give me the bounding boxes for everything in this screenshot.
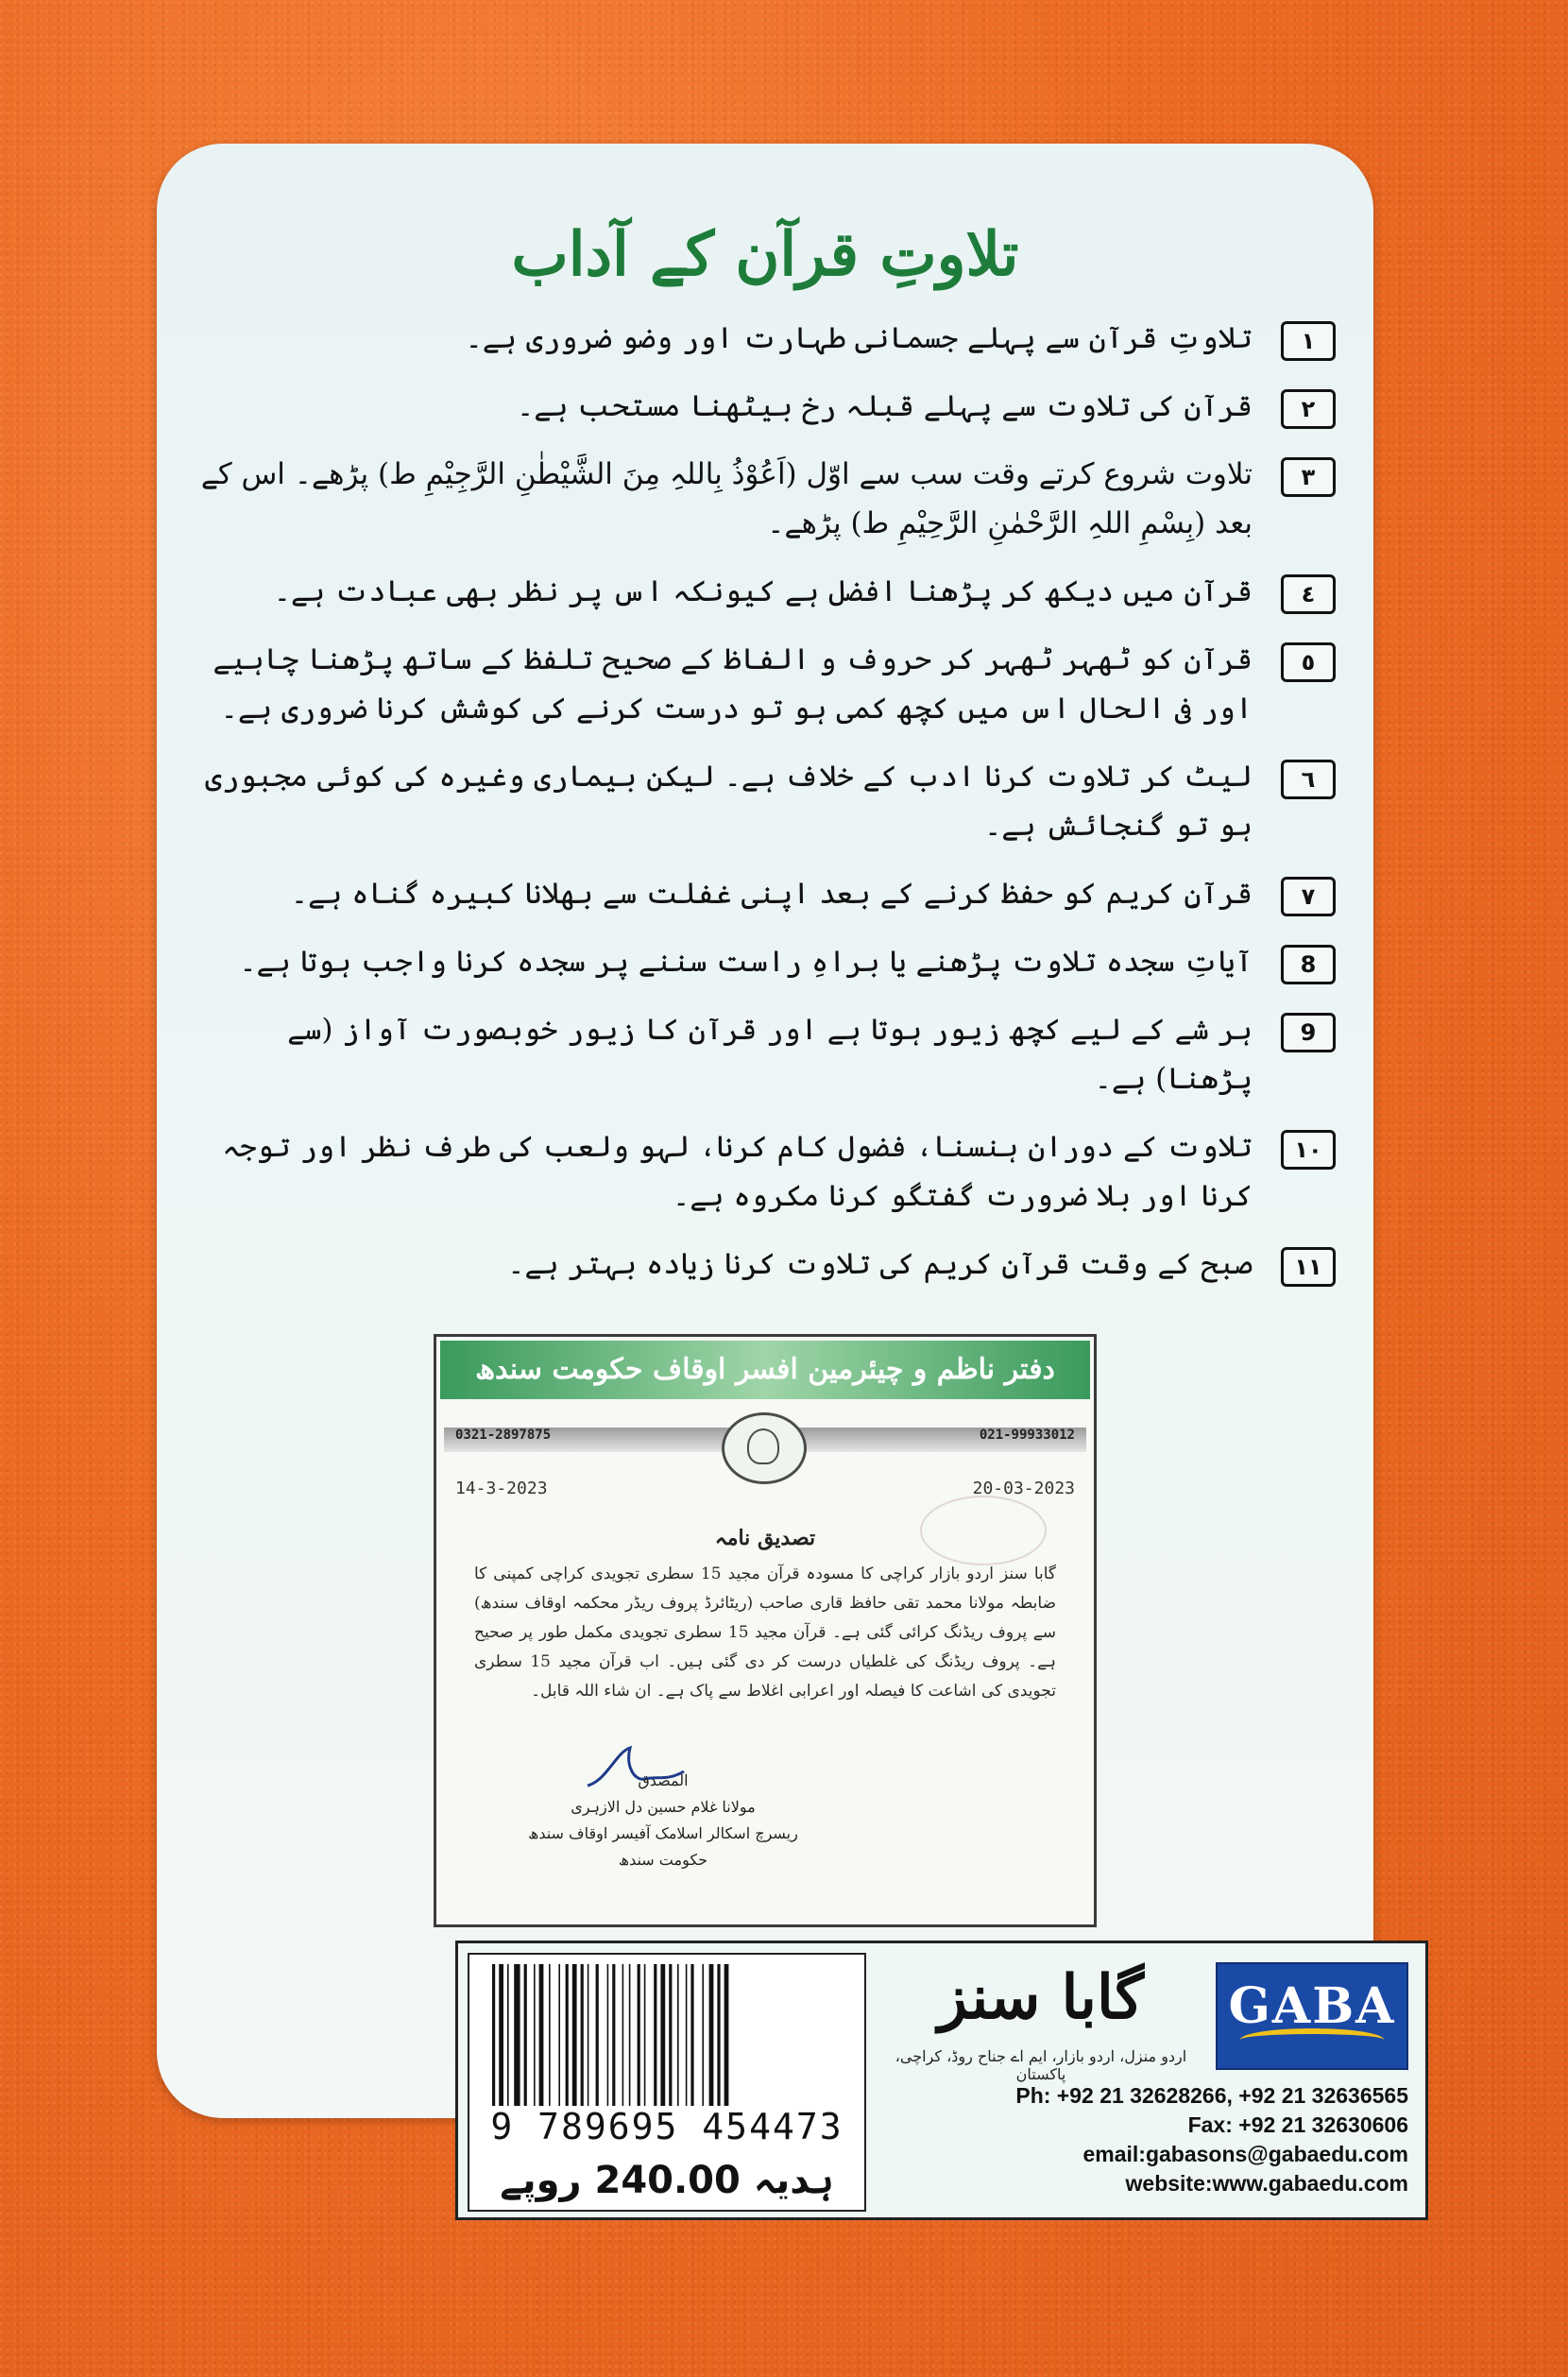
signer-dept: حکومت سندھ (618, 1851, 708, 1869)
barcode-bar (629, 1964, 631, 2106)
rule-number: ٤ (1281, 574, 1336, 614)
rule-number: ١١ (1281, 1247, 1336, 1287)
publisher-address: اردو منزل، اردو بازار، ایم اے جناح روڈ، کراچی، پاکستان (895, 2047, 1187, 2083)
rule-text: قرآن کو ٹھہر ٹھہر کر حروف و الفاظ کے صحیح تلفظ کے ساتھ پڑھنا چاہیے اور فی الحال اس میں کچھ کمی ہو تو درست کرنے کی کوشش کرنا ضروری ہے۔ (213, 642, 1253, 726)
certificate-signature-block (521, 1768, 805, 1873)
barcode-icon (486, 1964, 845, 2106)
rule-number: 9 (1281, 1013, 1336, 1052)
fax-line: Fax: +92 21 32630606 (1187, 2112, 1408, 2137)
barcode-bar (524, 1964, 527, 2106)
barcode-bar (686, 1964, 688, 2106)
barcode-bar (677, 1964, 679, 2106)
rule-item (195, 752, 1336, 850)
certificate-date-right: 20-03-2023 (972, 1479, 1075, 1498)
rule-text: تلاوت کے دوران ہنسنا، فضول کام کرنا، لہو ولعب کی طرف نظر اور توجہ کرنا اور بلا ضرورت گفتگو کرنا مکروہ ہے۔ (222, 1130, 1253, 1213)
rule-text: صبح کے وقت قرآنِ کریم کی تلاوت کرنا زیادہ بہتر ہے۔ (507, 1247, 1253, 1281)
rule-text: قرآنِ کریم کو حفظ کرنے کے بعد اپنی غفلت سے بھلانا کبیرہ گناہ ہے۔ (290, 877, 1253, 911)
barcode-bar (558, 1964, 560, 2106)
page-title: تلاوتِ قرآن کے آداب (511, 219, 1019, 290)
rule-text: تلاوتِ قرآن سے پہلے جسمانی طہارت اور وضو ضروری ہے۔ (465, 321, 1253, 355)
barcode-bar (549, 1964, 551, 2106)
barcode-bar (717, 1964, 720, 2106)
publisher-footer (455, 1941, 1428, 2220)
website-line[interactable]: website:www.gabaedu.com (1125, 2171, 1408, 2196)
certificate-phone-right: 021-99933012 (979, 1428, 1075, 1443)
rule-text: ہر شے کے لیے کچھ زیور ہوتا ہے اور قرآن کا زیور خوبصورت آواز (سے پڑھنا) ہے۔ (287, 1013, 1253, 1096)
rule-number: ٦ (1281, 760, 1336, 799)
barcode-bar (572, 1964, 577, 2106)
rule-text: آیاتِ سجدہ تلاوت پڑھنے یا براہِ راست سننے پر سجدہ کرنا واجب ہوتا ہے۔ (239, 945, 1253, 979)
rule-item (195, 567, 1336, 616)
barcode-bar (514, 1964, 520, 2106)
barcode-bar (638, 1964, 640, 2106)
barcode-bar (539, 1964, 544, 2106)
barcode-bar (607, 1964, 609, 2106)
rule-text: قرآن میں دیکھ کر پڑھنا افضل ہے کیونکہ اس پر نظر بھی عبادت ہے۔ (273, 574, 1253, 608)
publisher-name: گابا سنز (938, 1962, 1144, 2033)
rule-item (195, 382, 1336, 431)
rule-text: لیٹ کر تلاوت کرنا ادب کے خلاف ہے۔ لیکن بیماری وغیرہ کی کوئی مجبوری ہو تو گنجائش ہے۔ (205, 760, 1253, 843)
barcode-bar (507, 1964, 509, 2106)
rule-number: ٣ (1281, 457, 1336, 497)
barcode-bar (622, 1964, 624, 2106)
price-label: ہدیہ 240.00 روپے (500, 2159, 834, 2202)
barcode-bar (660, 1964, 665, 2106)
logo-swoosh-icon (1240, 2028, 1384, 2051)
rule-item (195, 314, 1336, 363)
certificate-heading: تصدیق نامہ (714, 1526, 816, 1550)
rule-number: ١ (1281, 321, 1336, 361)
rule-number: ٢ (1281, 389, 1336, 429)
barcode-bar (690, 1964, 693, 2106)
rule-number: 8 (1281, 945, 1336, 984)
email-line[interactable]: email:gabasons@gabaedu.com (1082, 2142, 1408, 2166)
signer-title: ریسرچ اسکالر اسلامک آفیسر اوقاف سندھ (528, 1824, 798, 1842)
certificate-header: دفتر ناظم و چیئرمین افسر اوقاف حکومت سندھ (440, 1341, 1090, 1399)
certificate-image (434, 1334, 1097, 1927)
certificate-date-left: 14-3-2023 (455, 1479, 548, 1498)
isbn-number: 9 789695 454473 (490, 2106, 844, 2147)
rule-item (195, 450, 1336, 548)
barcode-bar (566, 1964, 569, 2106)
barcode-bar (499, 1964, 503, 2106)
barcode-bar (709, 1964, 714, 2106)
barcode-bar (702, 1964, 704, 2106)
rule-item (195, 1005, 1336, 1103)
certificate-body: گابا سنز اردو بازار کراچی کا مسودہ قرآن مجید 15 سطری تجویدی کراچی کمپنی کا ضابطہ مولانا محمد تقی حافظ قاری صاحب (ریٹائرڈ پروف ریڈر محکمہ اوقاف سندھ) سے پروف ریڈنگ کرائی گئی ہے۔ قرآن مجید 15 سطری تجویدی مکمل طور پر صحیح ہے۔ پروف ریڈنگ کی غلطیاں درست کر دی گئی ہیں۔ اب قرآن مجید 15 سطری تجویدی کی اشاعت کا فیصلہ اور اعرابی اغلاط سے پاک ہے۔ ان شاء اللہ قابل۔ (474, 1565, 1057, 1701)
barcode-bar (596, 1964, 599, 2106)
logo-text: GABA (1228, 1977, 1396, 2035)
contact-details (1015, 2081, 1408, 2198)
sign-label: المصدق (638, 1771, 689, 1789)
barcode-bar (724, 1964, 729, 2106)
barcode-bar (654, 1964, 656, 2106)
rule-text: تلاوت شروع کرتے وقت سب سے اوّل (اَعُوْذُ بِاللہِ مِنَ الشَّیْطٰنِ الرَّجِیْمِ ط) پڑھے۔ اس کے بعد (بِسْمِ اللہِ الرَّحْمٰنِ الرَّحِیْمِ ط) پڑھے۔ (200, 457, 1253, 540)
rule-item (195, 1240, 1336, 1289)
barcode-bar (644, 1964, 646, 2106)
barcode-bar (534, 1964, 536, 2106)
barcode-bar (492, 1964, 495, 2106)
rule-item (195, 635, 1336, 733)
signer-name: مولانا غلام حسین دل الازہری (571, 1798, 756, 1816)
rule-item (195, 937, 1336, 986)
barcode-box (468, 1953, 866, 2212)
barcode-bar (588, 1964, 589, 2106)
rule-number: ١٠ (1281, 1130, 1336, 1170)
barcode-bar (581, 1964, 584, 2106)
government-seal-icon (722, 1412, 807, 1484)
gaba-logo (1216, 1962, 1408, 2070)
phone-line: Ph: +92 21 32628266, +92 21 32636565 (1015, 2083, 1408, 2108)
certificate-phone-left: 0321-2897875 (455, 1428, 552, 1443)
back-cover-panel (157, 144, 1408, 2202)
rule-number: ٥ (1281, 642, 1336, 682)
rules-list (195, 314, 1336, 1308)
rule-text: قرآن کی تلاوت سے پہلے قبلہ رخ بیٹھنا مستحب ہے۔ (517, 389, 1253, 423)
rule-number: ٧ (1281, 877, 1336, 916)
rule-item (195, 869, 1336, 918)
barcode-bar (669, 1964, 672, 2106)
barcode-bar (612, 1964, 615, 2106)
rule-item (195, 1122, 1336, 1221)
